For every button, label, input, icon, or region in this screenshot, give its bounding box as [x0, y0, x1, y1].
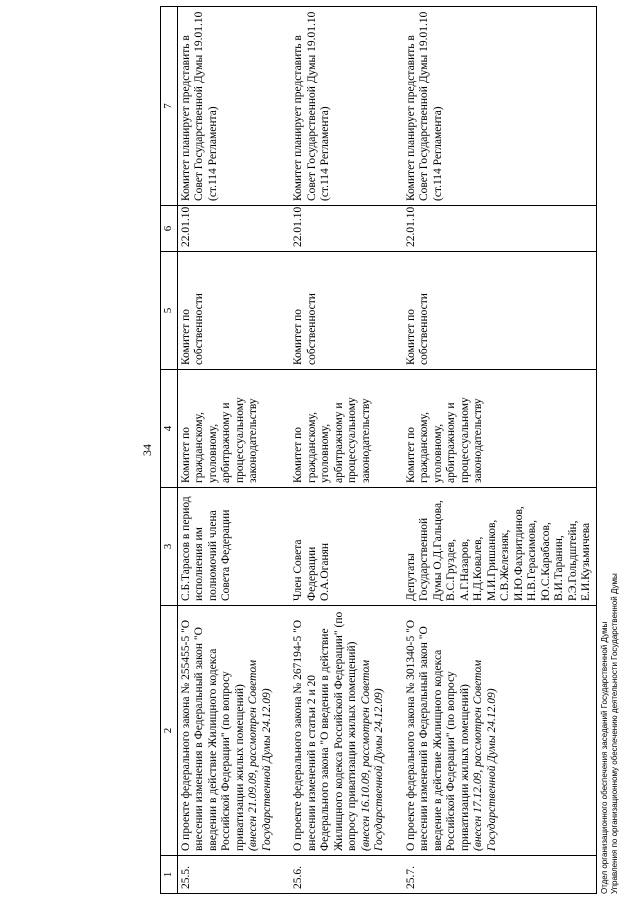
- header-cell: 2: [161, 606, 178, 856]
- table-row: [290, 7, 389, 894]
- header-cell: 7: [161, 7, 178, 206]
- header-row: [161, 7, 178, 894]
- footer: [600, 573, 620, 894]
- bill-title: О проекте федерального закона № 301340-5 "О внесении изменений в Федеральный закон "О введение в действие Жилищного кодекса Российской Федерации" (по вопросу приватизации жилых помещений): [404, 619, 471, 851]
- header-cell: 5: [161, 252, 178, 370]
- row-number: 25.7.: [403, 856, 597, 894]
- bill-title: О проекте федерального закона № 267194-5 "О внесении изменений в статьи 2 и 20 Федерального закона "О введении в действие Жилищного кодекса Российской Федерации" (по вопросу приватизации жилых помещений): [292, 611, 358, 851]
- header-cell: 6: [161, 206, 178, 252]
- committee-cell: Комитет по гражданскому, уголовному, арбитражному и процессуальному законодательству: [403, 370, 597, 488]
- bill-cell: [403, 606, 597, 856]
- row-spacer: [389, 7, 403, 894]
- page-number: 34: [140, 444, 154, 456]
- author-cell: С.Б.Тарасов в период исполнения им полномочий члена Совета Федерации: [177, 488, 276, 606]
- bill-title: О проекте федерального закона № 255455-5 "О внесении изменения в Федеральный закон "О введении в действие Жилищного кодекса Российской Федерации" (по вопросу приватизации жилых помещений): [179, 619, 246, 851]
- header-cell: 4: [161, 370, 178, 488]
- bill-note: (внесен 17.12.09, рассмотрен Советом Государственной Думы 24.12.09): [472, 659, 498, 851]
- plan-cell: Комитет планирует представить в Совет Государственной Думы 19.01.10 (ст.114 Регламента): [177, 7, 276, 206]
- committee-cell: Комитет по гражданскому, уголовному, арбитражному и процессуальному законодательству: [177, 370, 276, 488]
- table-row: [177, 7, 276, 894]
- header-cell: 3: [161, 488, 178, 606]
- author-cell: Член Совета Федерации О.А.Оганян: [290, 488, 389, 606]
- row-number: 25.6.: [290, 856, 389, 894]
- bill-cell: [290, 606, 389, 856]
- co-committee-cell: Комитет по собственности: [177, 252, 276, 370]
- row-spacer: [276, 7, 290, 894]
- footer-line-2: Управления по организационному обеспечению деятельности Государственной Думы: [610, 573, 619, 894]
- co-committee-cell: Комитет по собственности: [403, 252, 597, 370]
- footer-line-1: Отдел организационного обеспечения заседаний Государственной Думы: [600, 621, 609, 894]
- plan-cell: Комитет планирует представить в Совет Государственной Думы 19.01.10 (ст.114 Регламента): [290, 7, 389, 206]
- committee-cell: Комитет по гражданскому, уголовному, арбитражному и процессуальному законодательству: [290, 370, 389, 488]
- co-committee-cell: Комитет по собственности: [290, 252, 389, 370]
- date-cell: 22.01.10: [403, 206, 597, 252]
- row-number: 25.5.: [177, 856, 276, 894]
- author-cell: Депутаты Государственной Думы О.Д.Гальцова, В.С.Груздев, А.Г.Назаров, Н.Д.Ковалев, М.И.Гришанков, С.В.Железняк, И.Ю.Фахритдинов, Н.В.Герасимова, Ю.С.Карабасов, В.И.Таранин, Р.Э.Гольдштейн, Е.И.Кузьмичева: [403, 488, 597, 606]
- header-cell: 1: [161, 856, 178, 894]
- date-cell: 22.01.10: [177, 206, 276, 252]
- table-row: [403, 7, 597, 894]
- bills-table: [160, 6, 597, 894]
- date-cell: 22.01.10: [290, 206, 389, 252]
- plan-cell: Комитет планирует представить в Совет Государственной Думы 19.01.10 (ст.114 Регламента): [403, 7, 597, 206]
- bill-note: (внесен 21.09.09, рассмотрен Советом Государственной Думы 24.12.09): [247, 659, 273, 851]
- bill-cell: [177, 606, 276, 856]
- bill-note: (внесен 16.10.09, рассмотрен Советом Государственной Думы 24.12.09): [359, 659, 385, 851]
